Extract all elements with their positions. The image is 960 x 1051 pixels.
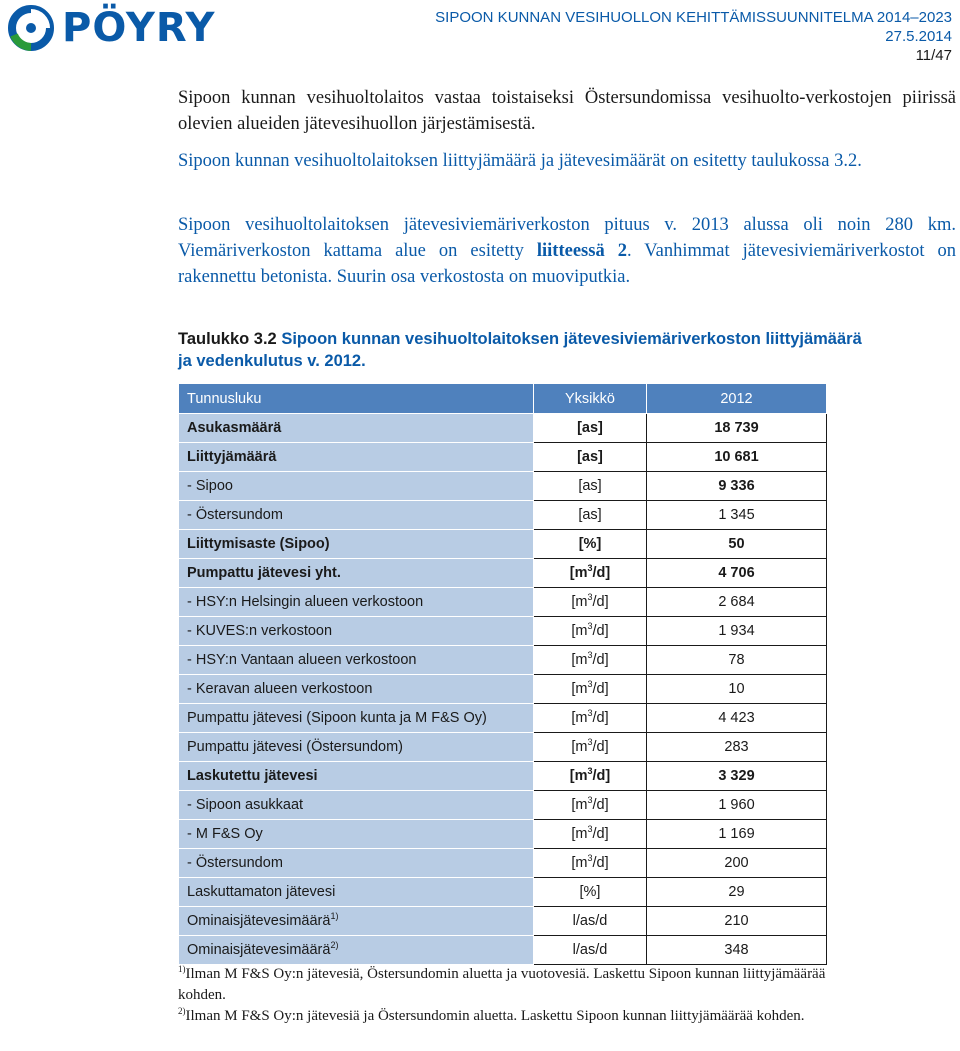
paragraph-text: Sipoon kunnan vesihuoltolaitos vastaa toistaiseksi Östersundomissa vesihuolto-verkostojen piirissä olevien alueiden jätevesihuollon järjestämisestä. xyxy=(178,88,956,134)
table-row xyxy=(179,878,827,907)
row-unit-part: [m xyxy=(571,623,588,639)
row-unit-part: [m xyxy=(571,739,588,755)
row-label-text: Laskutettu jätevesi xyxy=(187,768,318,784)
header-cell-tunnusluku: Tunnusluku xyxy=(179,384,534,414)
row-unit xyxy=(534,704,647,733)
row-unit-text: [as] xyxy=(578,478,602,494)
header-info xyxy=(435,8,952,65)
table-row xyxy=(179,733,827,762)
row-label xyxy=(179,675,534,704)
row-label xyxy=(179,501,534,530)
row-unit-part: [m xyxy=(571,681,588,697)
table-row xyxy=(179,936,827,965)
row-value: 50 xyxy=(647,530,827,559)
row-unit xyxy=(534,472,647,501)
row-label-text: Pumpattu jätevesi (Östersundom) xyxy=(187,739,403,755)
row-value: 1 934 xyxy=(647,617,827,646)
row-label xyxy=(179,733,534,762)
row-label-text: - Sipoo xyxy=(187,478,233,494)
row-unit-part: /d] xyxy=(592,768,611,784)
row-unit-part: [m xyxy=(571,826,588,842)
row-unit-part: /d] xyxy=(592,797,609,813)
row-label xyxy=(179,443,534,472)
row-label-text: Laskuttamaton jätevesi xyxy=(187,884,336,900)
row-unit-text: [as] xyxy=(577,449,603,465)
row-unit xyxy=(534,791,647,820)
footnote-ref: 2) xyxy=(330,940,339,951)
footnotes xyxy=(178,964,828,1027)
row-unit-text: [as] xyxy=(577,420,603,436)
table-row xyxy=(179,559,827,588)
table-row xyxy=(179,791,827,820)
row-unit xyxy=(534,878,647,907)
row-unit xyxy=(534,762,647,791)
row-unit-text: [%] xyxy=(578,536,602,552)
row-unit-part: 3 xyxy=(587,737,593,748)
row-label xyxy=(179,617,534,646)
row-unit-part: 3 xyxy=(587,563,593,574)
row-label xyxy=(179,936,534,965)
logo-wordmark: PÖYRY xyxy=(62,5,216,51)
footnote-1 xyxy=(178,964,828,1006)
table-body xyxy=(179,414,827,965)
table-row xyxy=(179,907,827,936)
appendix-link[interactable]: liitteessä 2 xyxy=(536,241,627,261)
row-label-text: - Keravan alueen verkostoon xyxy=(187,681,373,697)
row-label-text: - M F&S Oy xyxy=(187,826,263,842)
row-label-text: Ominaisjätevesimäärä xyxy=(187,913,331,929)
row-unit-part: /d] xyxy=(592,594,609,610)
poyry-logo xyxy=(6,5,246,51)
row-label-text: Liittymisaste (Sipoo) xyxy=(187,536,330,552)
table-row xyxy=(179,472,827,501)
header-cell-year: 2012 xyxy=(647,384,827,414)
table-row xyxy=(179,849,827,878)
row-unit-part: /d] xyxy=(592,855,609,871)
row-unit-part: /d] xyxy=(592,710,609,726)
row-label xyxy=(179,907,534,936)
row-unit-part: [m xyxy=(571,710,588,726)
table-row xyxy=(179,762,827,791)
table-header-row xyxy=(179,384,827,414)
row-unit xyxy=(534,443,647,472)
row-unit-part: [m xyxy=(571,855,588,871)
row-value: 4 423 xyxy=(647,704,827,733)
row-label xyxy=(179,878,534,907)
row-unit xyxy=(534,588,647,617)
row-unit-part: /d] xyxy=(592,681,609,697)
row-label xyxy=(179,791,534,820)
row-unit xyxy=(534,617,647,646)
footnote-text: Ilman M F&S Oy:n jätevesiä, Östersundomin aluetta ja vuotovesiä. Laskettu Sipoon kunnan liittyjämäärää kohden. xyxy=(178,966,826,1003)
row-label xyxy=(179,820,534,849)
row-value: 348 xyxy=(647,936,827,965)
row-label-text: Asukasmäärä xyxy=(187,420,282,436)
row-unit-part: /d] xyxy=(592,565,611,581)
paragraph-3 xyxy=(178,212,956,290)
row-value: 1 345 xyxy=(647,501,827,530)
row-label-text: - KUVES:n verkostoon xyxy=(187,623,333,639)
row-value: 210 xyxy=(647,907,827,936)
table-caption-text: Sipoon kunnan vesihuoltolaitoksen jätevesiviemäriverkoston liittyjämäärä ja vedenkulutus v. 2012. xyxy=(178,330,862,370)
row-unit xyxy=(534,820,647,849)
row-value: 18 739 xyxy=(647,414,827,443)
row-unit-text: l/as/d xyxy=(572,913,608,929)
row-label-text: - HSY:n Vantaan alueen verkostoon xyxy=(187,652,417,668)
row-label-text: Pumpattu jätevesi (Sipoon kunta ja M F&S Oy) xyxy=(187,710,487,726)
table-row xyxy=(179,588,827,617)
row-unit-part: [m xyxy=(571,594,588,610)
row-unit-part: 3 xyxy=(587,853,593,864)
footnote-2 xyxy=(178,1006,828,1027)
table-row xyxy=(179,646,827,675)
row-unit-part: [m xyxy=(569,565,588,581)
row-unit xyxy=(534,675,647,704)
row-label xyxy=(179,588,534,617)
row-unit xyxy=(534,646,647,675)
row-value: 10 xyxy=(647,675,827,704)
footnote-marker: 1) xyxy=(178,964,186,974)
row-unit-part: /d] xyxy=(592,826,609,842)
table-row xyxy=(179,820,827,849)
document-date: 27.5.2014 xyxy=(885,28,952,45)
table-row xyxy=(179,617,827,646)
row-label-text: - Östersundom xyxy=(187,855,283,871)
row-unit xyxy=(534,907,647,936)
row-unit-text: [%] xyxy=(579,884,601,900)
paragraph-text-part: . Vanhimmat jätevesiviemäriverkostot on rakennettu betonista. Suurin osa verkostosta on muoviputkia. xyxy=(178,241,956,287)
table-row xyxy=(179,704,827,733)
row-value: 2 684 xyxy=(647,588,827,617)
row-unit-part: 3 xyxy=(587,708,593,719)
table-row xyxy=(179,501,827,530)
row-unit xyxy=(534,936,647,965)
table-row xyxy=(179,414,827,443)
data-table xyxy=(178,383,827,965)
row-value: 283 xyxy=(647,733,827,762)
row-unit xyxy=(534,733,647,762)
row-unit-part: 3 xyxy=(587,824,593,835)
row-unit-part: 3 xyxy=(587,592,593,603)
row-value: 1 169 xyxy=(647,820,827,849)
table-caption-number: Taulukko 3.2 xyxy=(178,330,277,348)
row-unit xyxy=(534,849,647,878)
row-unit-part: 3 xyxy=(587,650,593,661)
row-label-text: Ominaisjätevesimäärä xyxy=(187,942,331,958)
row-unit-text: [as] xyxy=(578,507,602,523)
row-value: 3 329 xyxy=(647,762,827,791)
row-label xyxy=(179,414,534,443)
row-unit-part: 3 xyxy=(587,621,593,632)
paragraph-text: Sipoon kunnan vesihuoltolaitoksen liittyjämäärä ja jätevesimäärät on esitetty taulukossa 3.2. xyxy=(178,151,862,171)
footnote-text: Ilman M F&S Oy:n jätevesiä ja Östersundomin aluetta. Laskettu Sipoon kunnan liittyjämäärää kohden. xyxy=(185,1008,805,1024)
paragraph-text xyxy=(178,212,956,290)
row-value: 200 xyxy=(647,849,827,878)
logo-swirl-icon xyxy=(6,5,56,51)
paragraph-1 xyxy=(178,85,956,137)
table-row xyxy=(179,530,827,559)
row-unit-text: l/as/d xyxy=(572,942,608,958)
table-row xyxy=(179,675,827,704)
row-unit xyxy=(534,530,647,559)
row-unit-part: /d] xyxy=(592,623,609,639)
row-label-text: - Sipoon asukkaat xyxy=(187,797,304,813)
page-number: 11/47 xyxy=(915,47,952,64)
row-value: 10 681 xyxy=(647,443,827,472)
row-value: 1 960 xyxy=(647,791,827,820)
row-label-text: - Östersundom xyxy=(187,507,283,523)
row-label xyxy=(179,646,534,675)
row-label xyxy=(179,472,534,501)
page-header xyxy=(0,0,960,70)
row-unit-part: 3 xyxy=(587,795,593,806)
row-label-text: - HSY:n Helsingin alueen verkostoon xyxy=(187,594,424,610)
row-unit xyxy=(534,559,647,588)
row-label xyxy=(179,849,534,878)
row-unit xyxy=(534,414,647,443)
row-label-text: Pumpattu jätevesi yht. xyxy=(187,565,341,581)
row-unit-part: 3 xyxy=(587,766,593,777)
row-label xyxy=(179,704,534,733)
table-row xyxy=(179,443,827,472)
paragraph-2 xyxy=(178,148,956,174)
footnote-marker: 2) xyxy=(178,1006,186,1016)
header-cell-yksikko: Yksikkö xyxy=(534,384,647,414)
document-title: SIPOON KUNNAN VESIHUOLLON KEHITTÄMISSUUNNITELMA 2014–2023 xyxy=(435,9,952,26)
row-label xyxy=(179,762,534,791)
row-label xyxy=(179,530,534,559)
table-caption xyxy=(178,328,878,372)
footnote-ref: 1) xyxy=(330,911,339,922)
paragraph-text-part: Sipoon vesihuoltolaitoksen jätevesiviemäriverkoston pituus v. 2013 alussa oli noin 280 km. Viemäriverkoston kattama alue on esitetty xyxy=(178,215,956,261)
row-unit xyxy=(534,501,647,530)
row-value: 9 336 xyxy=(647,472,827,501)
row-unit-part: [m xyxy=(571,797,588,813)
row-value: 78 xyxy=(647,646,827,675)
row-label xyxy=(179,559,534,588)
row-unit-part: /d] xyxy=(592,652,609,668)
row-unit-part: 3 xyxy=(587,679,593,690)
row-unit-part: [m xyxy=(569,768,588,784)
row-unit-part: /d] xyxy=(592,739,609,755)
row-value: 4 706 xyxy=(647,559,827,588)
row-unit-part: [m xyxy=(571,652,588,668)
row-label-text: Liittyjämäärä xyxy=(187,449,277,465)
row-value: 29 xyxy=(647,878,827,907)
